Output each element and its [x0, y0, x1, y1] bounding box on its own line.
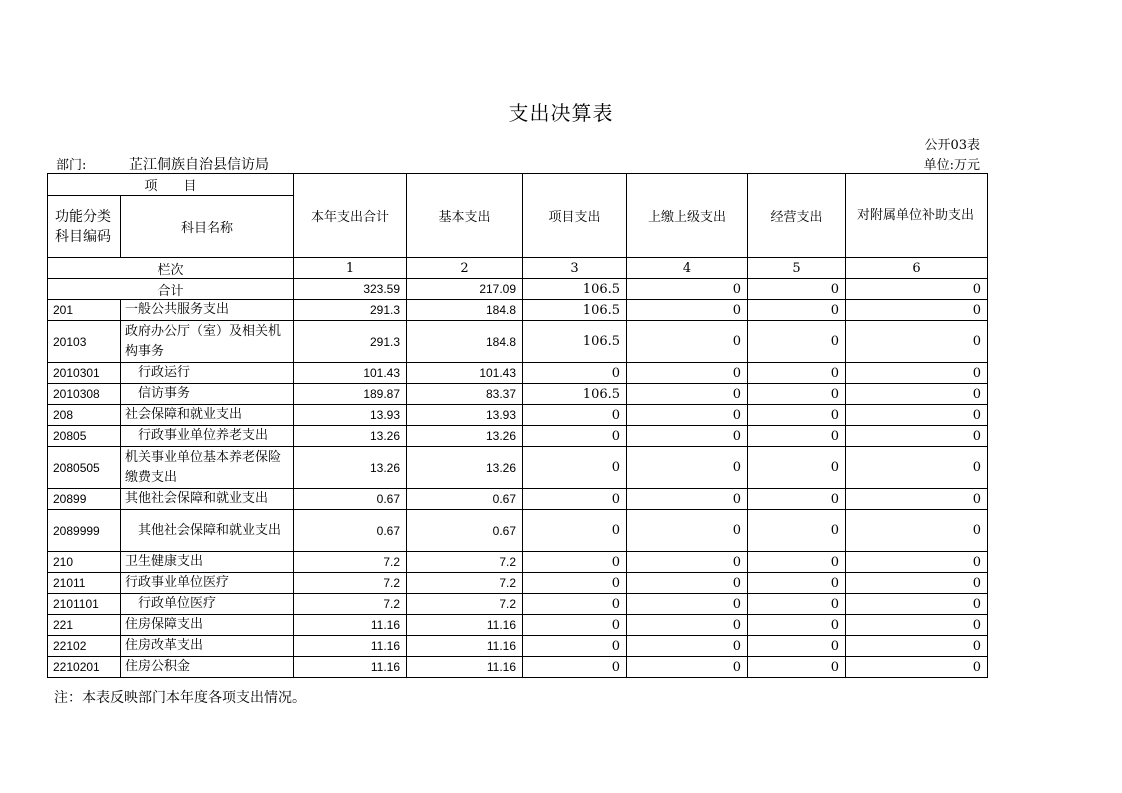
- row-value-1: 11.16: [294, 615, 407, 636]
- col-num-2: 2: [407, 258, 523, 279]
- row-value-5: 0: [748, 405, 846, 426]
- table-row: [48, 573, 988, 594]
- row-name: 卫生健康支出: [121, 552, 294, 573]
- row-value-3: 0: [523, 405, 627, 426]
- dept-name: 芷江侗族自治县信访局: [129, 157, 269, 173]
- row-value-4: 0: [627, 573, 748, 594]
- row-name: 政府办公厅（室）及相关机构事务: [121, 321, 294, 363]
- row-code: 2101101: [48, 594, 121, 615]
- row-value-5: 0: [748, 447, 846, 489]
- row-value-2: 11.16: [407, 636, 523, 657]
- table-row: [48, 447, 988, 489]
- row-code: 210: [48, 552, 121, 573]
- table-row: [48, 510, 988, 552]
- row-value-6: 0: [846, 489, 988, 510]
- row-value-2: 11.16: [407, 657, 523, 678]
- row-value-1: 11.16: [294, 636, 407, 657]
- table-row: [48, 489, 988, 510]
- header-col-2: 基本支出: [407, 174, 523, 258]
- header-col-5: 经营支出: [748, 174, 846, 258]
- row-value-3: 0: [523, 594, 627, 615]
- row-code: 221: [48, 615, 121, 636]
- footnote: 注：本表反映部门本年度各项支出情况。: [54, 690, 306, 706]
- row-code: 208: [48, 405, 121, 426]
- row-value-5: 0: [748, 636, 846, 657]
- total-value-1: 323.59: [294, 279, 407, 300]
- row-value-2: 7.2: [407, 594, 523, 615]
- row-code: 2010301: [48, 363, 121, 384]
- row-value-3: 0: [523, 657, 627, 678]
- row-value-5: 0: [748, 321, 846, 363]
- total-label: 合计: [48, 279, 294, 300]
- row-value-6: 0: [846, 384, 988, 405]
- row-value-6: 0: [846, 594, 988, 615]
- row-code: 201: [48, 300, 121, 321]
- row-value-6: 0: [846, 321, 988, 363]
- row-value-4: 0: [627, 615, 748, 636]
- row-value-1: 101.43: [294, 363, 407, 384]
- row-value-2: 184.8: [407, 300, 523, 321]
- table-row: [48, 657, 988, 678]
- row-value-5: 0: [748, 573, 846, 594]
- row-code: 20899: [48, 489, 121, 510]
- table-row: [48, 321, 988, 363]
- total-value-3: 106.5: [523, 279, 627, 300]
- row-value-6: 0: [846, 615, 988, 636]
- row-value-3: 106.5: [523, 321, 627, 363]
- row-value-2: 101.43: [407, 363, 523, 384]
- row-value-5: 0: [748, 426, 846, 447]
- header-xiangmu: 项 目: [48, 174, 294, 196]
- row-name: 其他社会保障和就业支出: [121, 489, 294, 510]
- row-value-5: 0: [748, 384, 846, 405]
- row-value-4: 0: [627, 510, 748, 552]
- row-value-1: 7.2: [294, 552, 407, 573]
- table-row: [48, 594, 988, 615]
- row-value-6: 0: [846, 363, 988, 384]
- row-value-2: 7.2: [407, 573, 523, 594]
- row-name: 信访事务: [121, 384, 294, 405]
- row-value-2: 13.26: [407, 426, 523, 447]
- col-num-4: 4: [627, 258, 748, 279]
- row-value-6: 0: [846, 405, 988, 426]
- col-num-6: 6: [846, 258, 988, 279]
- row-name: 行政事业单位养老支出: [121, 426, 294, 447]
- row-value-1: 7.2: [294, 594, 407, 615]
- row-value-4: 0: [627, 657, 748, 678]
- row-value-3: 0: [523, 552, 627, 573]
- header-col-4: 上缴上级支出: [627, 174, 748, 258]
- row-value-3: 0: [523, 447, 627, 489]
- row-value-6: 0: [846, 426, 988, 447]
- row-name: 住房保障支出: [121, 615, 294, 636]
- row-value-1: 13.93: [294, 405, 407, 426]
- row-value-5: 0: [748, 615, 846, 636]
- row-value-1: 0.67: [294, 510, 407, 552]
- row-code: 2010308: [48, 384, 121, 405]
- page-title: 支出决算表: [508, 101, 614, 125]
- row-value-3: 0: [523, 636, 627, 657]
- row-value-5: 0: [748, 489, 846, 510]
- row-value-4: 0: [627, 594, 748, 615]
- row-value-1: 11.16: [294, 657, 407, 678]
- row-value-6: 0: [846, 636, 988, 657]
- row-name: 行政事业单位医疗: [121, 573, 294, 594]
- row-value-4: 0: [627, 384, 748, 405]
- row-value-1: 291.3: [294, 321, 407, 363]
- row-value-4: 0: [627, 552, 748, 573]
- total-row: [48, 279, 988, 300]
- row-value-4: 0: [627, 426, 748, 447]
- total-value-4: 0: [627, 279, 748, 300]
- row-code: 22102: [48, 636, 121, 657]
- row-value-5: 0: [748, 363, 846, 384]
- row-value-2: 13.26: [407, 447, 523, 489]
- row-value-2: 184.8: [407, 321, 523, 363]
- row-value-4: 0: [627, 489, 748, 510]
- row-value-3: 0: [523, 573, 627, 594]
- row-code: 2210201: [48, 657, 121, 678]
- row-value-4: 0: [627, 363, 748, 384]
- row-code: 2089999: [48, 510, 121, 552]
- row-value-3: 106.5: [523, 384, 627, 405]
- row-value-3: 0: [523, 426, 627, 447]
- header-col-1: 本年支出合计: [294, 174, 407, 258]
- total-value-5: 0: [748, 279, 846, 300]
- row-name: 住房公积金: [121, 657, 294, 678]
- row-value-5: 0: [748, 300, 846, 321]
- row-value-2: 83.37: [407, 384, 523, 405]
- row-value-6: 0: [846, 657, 988, 678]
- row-value-6: 0: [846, 447, 988, 489]
- table-row: [48, 636, 988, 657]
- row-value-1: 189.87: [294, 384, 407, 405]
- row-value-3: 0: [523, 489, 627, 510]
- row-value-6: 0: [846, 573, 988, 594]
- row-value-5: 0: [748, 657, 846, 678]
- row-value-4: 0: [627, 636, 748, 657]
- unit-label: 单位:万元: [923, 158, 980, 173]
- row-value-4: 0: [627, 447, 748, 489]
- total-value-6: 0: [846, 279, 988, 300]
- header-col-3: 项目支出: [523, 174, 627, 258]
- row-value-2: 11.16: [407, 615, 523, 636]
- dept-label: 部门:: [56, 158, 87, 173]
- expenditure-table: [47, 173, 988, 678]
- row-value-6: 0: [846, 552, 988, 573]
- row-value-3: 0: [523, 363, 627, 384]
- header-lanci: 栏次: [48, 258, 294, 279]
- table-row: [48, 552, 988, 573]
- row-name: 住房改革支出: [121, 636, 294, 657]
- row-code: 20805: [48, 426, 121, 447]
- row-value-4: 0: [627, 300, 748, 321]
- header-col-6: 对附属单位补助支出: [846, 174, 988, 258]
- col-num-3: 3: [523, 258, 627, 279]
- row-value-5: 0: [748, 552, 846, 573]
- row-name: 行政运行: [121, 363, 294, 384]
- header-row-1: [48, 174, 988, 196]
- header-func-code: 功能分类科目编码: [48, 196, 121, 258]
- row-value-4: 0: [627, 405, 748, 426]
- row-code: 20103: [48, 321, 121, 363]
- row-value-4: 0: [627, 321, 748, 363]
- row-name: 社会保障和就业支出: [121, 405, 294, 426]
- row-value-1: 7.2: [294, 573, 407, 594]
- table-row: [48, 300, 988, 321]
- row-code: 2080505: [48, 447, 121, 489]
- row-value-1: 291.3: [294, 300, 407, 321]
- row-value-2: 0.67: [407, 510, 523, 552]
- row-value-1: 0.67: [294, 489, 407, 510]
- form-code: 公开03表: [924, 138, 980, 153]
- row-value-6: 0: [846, 510, 988, 552]
- row-name: 行政单位医疗: [121, 594, 294, 615]
- col-num-1: 1: [294, 258, 407, 279]
- header-subject-name: 科目名称: [121, 196, 294, 258]
- row-value-2: 0.67: [407, 489, 523, 510]
- table-row: [48, 405, 988, 426]
- row-value-5: 0: [748, 594, 846, 615]
- total-value-2: 217.09: [407, 279, 523, 300]
- col-num-5: 5: [748, 258, 846, 279]
- row-value-2: 13.93: [407, 405, 523, 426]
- row-value-3: 0: [523, 510, 627, 552]
- row-value-2: 7.2: [407, 552, 523, 573]
- table-row: [48, 426, 988, 447]
- table-row: [48, 615, 988, 636]
- row-value-1: 13.26: [294, 447, 407, 489]
- row-name: 一般公共服务支出: [121, 300, 294, 321]
- row-value-5: 0: [748, 510, 846, 552]
- table-row: [48, 384, 988, 405]
- header-lanci-row: [48, 258, 988, 279]
- table-row: [48, 363, 988, 384]
- row-value-6: 0: [846, 300, 988, 321]
- row-value-3: 0: [523, 615, 627, 636]
- row-name: 机关事业单位基本养老保险缴费支出: [121, 447, 294, 489]
- row-value-1: 13.26: [294, 426, 407, 447]
- row-code: 21011: [48, 573, 121, 594]
- row-name: 其他社会保障和就业支出: [121, 510, 294, 552]
- row-value-3: 106.5: [523, 300, 627, 321]
